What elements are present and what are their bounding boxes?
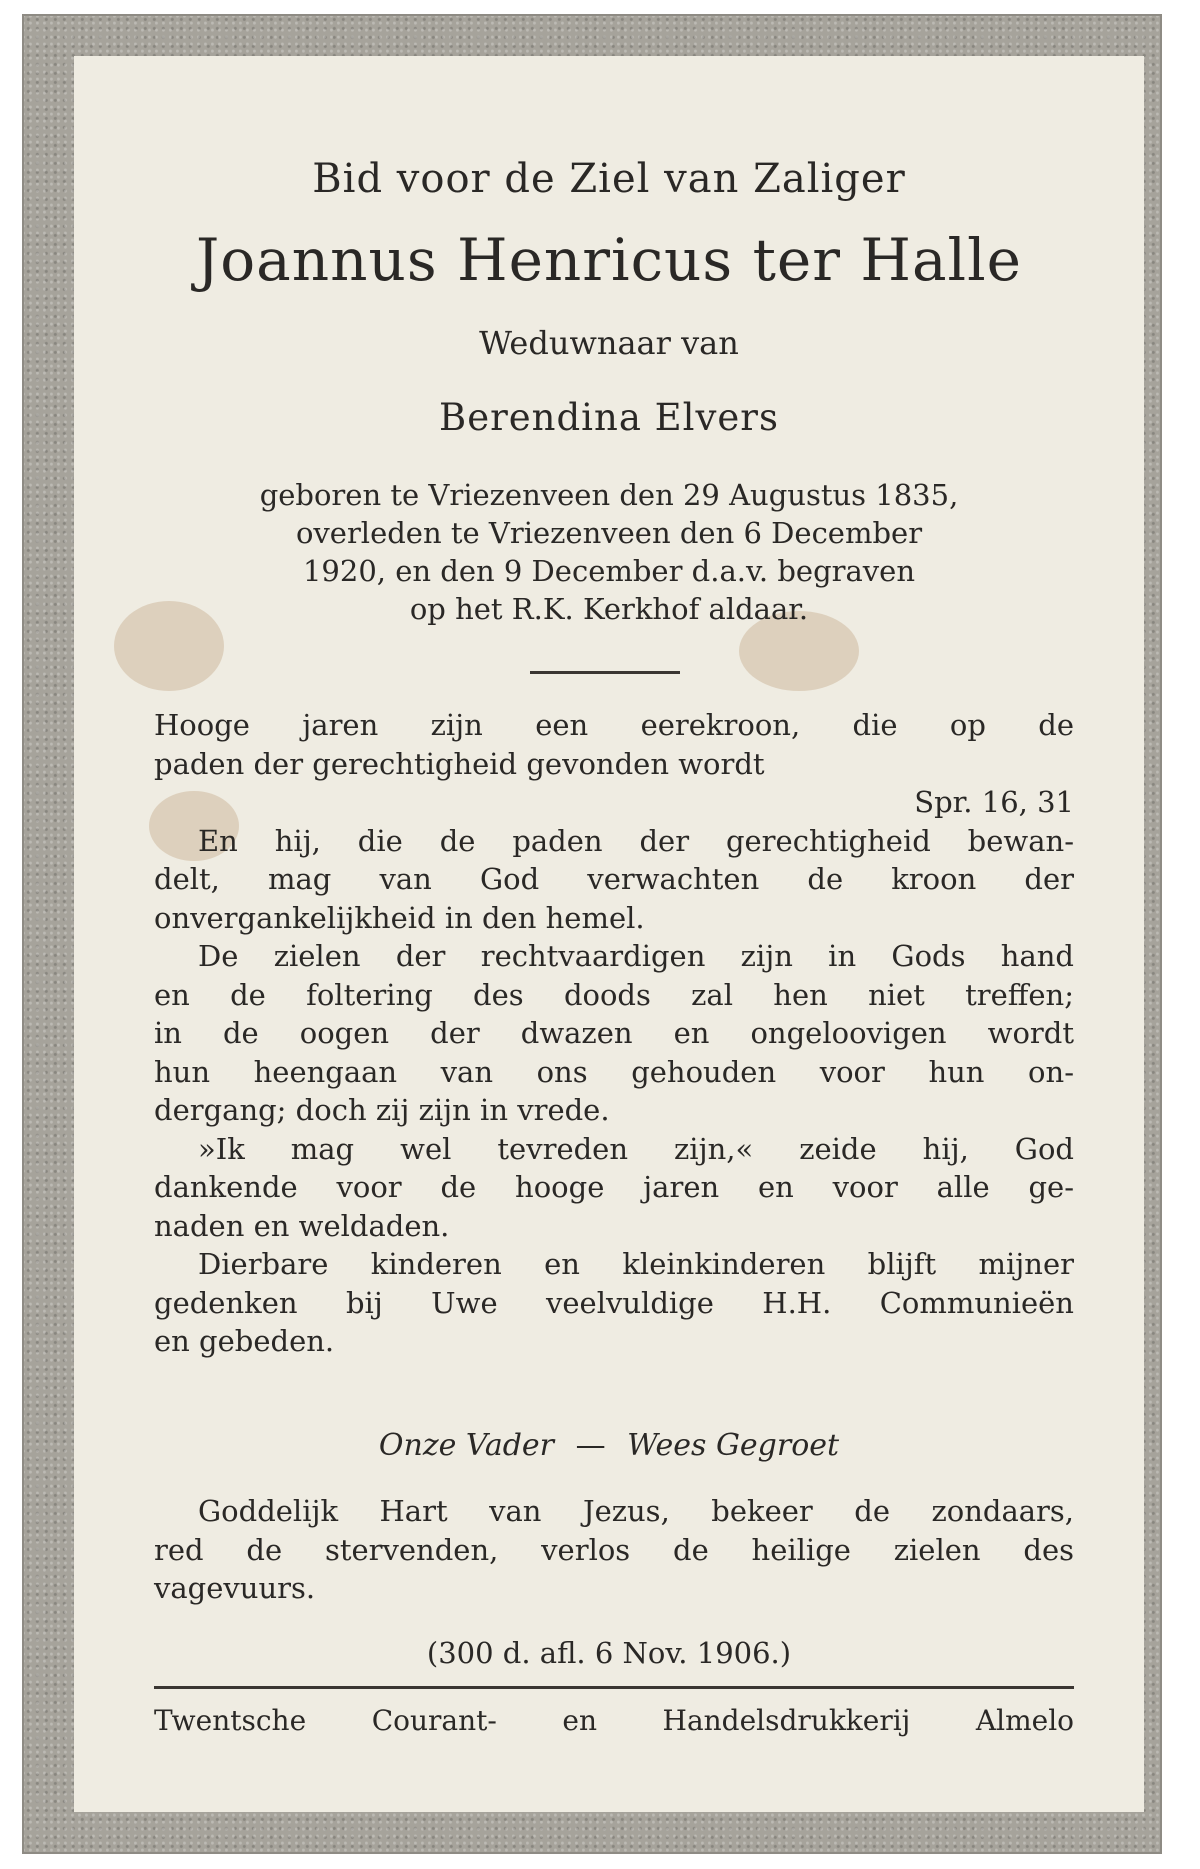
closing-line: red de stervenden, verlos de heilige zielen des [154,1532,1074,1567]
body-line: delt, mag van God verwachten de kroon der [154,862,1074,896]
text-line: op het R.K. Kerkhof aldaar. [409,592,809,626]
body-line: in de oogen der dwazen en ongeloovigen wordt [154,1016,1074,1050]
deceased-name: Joannus Henricus ter Halle [196,226,1022,294]
body-line: En hij, die de paden der gerechtigheid bewan- [198,823,1074,858]
text-line: overleden te Vriezenveen den 6 December [295,516,923,550]
closing-line: Goddelijk Hart van Jezus, bekeer de zondaars, [198,1494,1074,1528]
proverb-line: Hooge jaren zijn een eerekroon, die op de [154,708,1074,742]
body-line: onvergankelijkheid in den hemel. [154,900,645,935]
body-line: »Ik mag wel tevreden zijn,« zeide hij, God [198,1131,1074,1166]
text-line: 1920, en den 9 December d.a.v. begraven [302,554,916,588]
birth-death-details [144,476,1074,628]
proverb-line: paden der gerechtigheid gevonden wordt [154,746,765,781]
footer-divider [154,1686,1074,1689]
spouse-name: Berendina Elvers [439,396,779,439]
prayer-hail-mary: Wees Gegroet [627,1428,840,1463]
body-line: dankende voor de hooge jaren en voor alle ge- [154,1170,1074,1204]
body-line: hun heengaan van ons gehouden voor hun on- [154,1054,1074,1089]
indulgence-note: (300 d. afl. 6 Nov. 1906.) [426,1636,792,1670]
proverb-reference: Spr. 16, 31 [914,785,1074,819]
body-line: naden en weldaden. [154,1208,450,1243]
body-line: dergang; doch zij zijn in vrede. [154,1093,610,1127]
body-line: en gebeden. [154,1324,335,1358]
verse-body [154,706,1074,1361]
body-line: De zielen der rechtvaardigen zijn in Gods hand [198,939,1074,973]
closing-line: vagevuurs. [154,1571,316,1605]
prayer-separator: — [575,1428,606,1463]
heading: Bid voor de Ziel van Zaliger [312,156,906,202]
memorial-card-border [22,14,1162,1854]
divider [530,671,680,674]
body-line: gedenken bij Uwe veelvuldige H.H. Communieën [154,1285,1074,1320]
printer-credit: Twentsche Courant- en Handelsdrukkerij Almelo [154,1704,1074,1737]
body-line: en de foltering des doods zal hen niet treffen; [154,977,1074,1012]
prayer-our-father: Onze Vader [378,1428,555,1463]
memorial-card-paper [74,56,1144,1812]
closing-prayer [154,1492,1074,1608]
body-line: Dierbare kinderen en kleinkinderen blijft mijner [198,1247,1074,1281]
text-line: geboren te Vriezenveen den 29 Augustus 1835, [259,478,959,512]
prayer-line [74,1428,1144,1463]
relation-label: Weduwnaar van [479,324,739,362]
